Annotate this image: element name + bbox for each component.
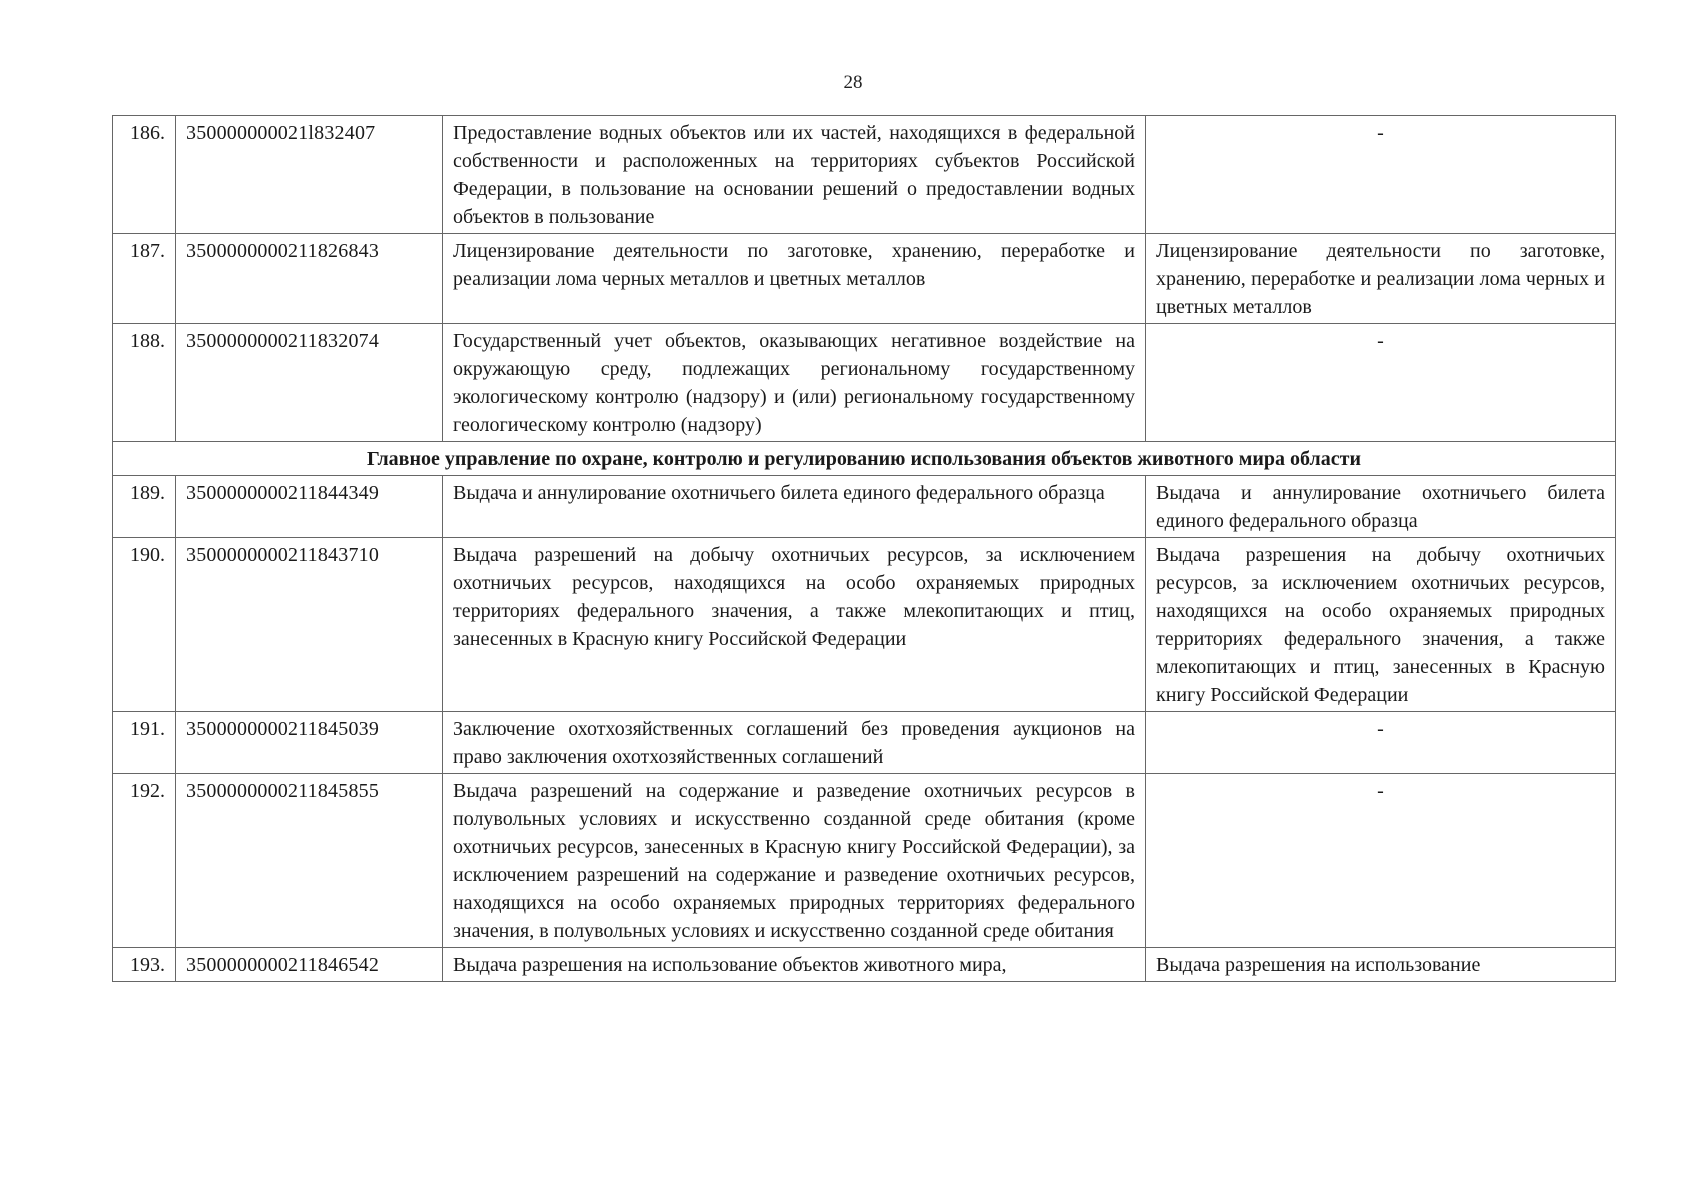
row-number: 187. <box>113 234 176 324</box>
table-row <box>113 324 1616 442</box>
service-code: 3500000000211843710 <box>176 538 443 712</box>
service-code: 3500000000211845039 <box>176 712 443 774</box>
subservice-name: - <box>1146 774 1616 948</box>
service-code: 3500000000211826843 <box>176 234 443 324</box>
service-name: Предоставление водных объектов или их частей, находящихся в федеральной собственности и расположенных на территориях субъектов Российской Федерации, в пользование на основании решений о предоставлении водных объектов в пользование <box>443 116 1146 234</box>
row-number: 192. <box>113 774 176 948</box>
service-code: 3500000000211845855 <box>176 774 443 948</box>
table-row <box>113 948 1616 982</box>
service-code: 3500000000211846542 <box>176 948 443 982</box>
services-table <box>112 115 1616 982</box>
service-name: Заключение охотхозяйственных соглашений без проведения аукционов на право заключения охотхозяйственных соглашений <box>443 712 1146 774</box>
subservice-name: - <box>1146 116 1616 234</box>
row-number: 190. <box>113 538 176 712</box>
table-row <box>113 116 1616 234</box>
table-row <box>113 234 1616 324</box>
subservice-name: Выдача разрешения на добычу охотничьих ресурсов, за исключением охотничьих ресурсов, находящихся на особо охраняемых природных территориях федерального значения, а также млекопитающих и птиц, занесенных в Красную книгу Российской Федерации <box>1146 538 1616 712</box>
row-number: 191. <box>113 712 176 774</box>
service-name: Выдача и аннулирование охотничьего билета единого федерального образца <box>443 476 1146 538</box>
service-name: Лицензирование деятельности по заготовке, хранению, переработке и реализации лома черных металлов и цветных металлов <box>443 234 1146 324</box>
subservice-name: Выдача разрешения на использование <box>1146 948 1616 982</box>
subservice-name: - <box>1146 712 1616 774</box>
section-header: Главное управление по охране, контролю и регулированию использования объектов животного мира области <box>113 442 1616 476</box>
subservice-name: - <box>1146 324 1616 442</box>
row-number: 193. <box>113 948 176 982</box>
service-name: Выдача разрешений на добычу охотничьих ресурсов, за исключением охотничьих ресурсов, находящихся на особо охраняемых природных территориях федерального значения, а также млекопитающих и птиц, занесенных в Красную книгу Российской Федерации <box>443 538 1146 712</box>
service-name: Государственный учет объектов, оказывающих негативное воздействие на окружающую среду, подлежащих региональному государственному экологическому контролю (надзору) и (или) региональному государственному геологическому контролю (надзору) <box>443 324 1146 442</box>
section-header-row <box>113 442 1616 476</box>
subservice-name: Выдача и аннулирование охотничьего билета единого федерального образца <box>1146 476 1616 538</box>
table-row <box>113 476 1616 538</box>
service-code: 350000000021l832407 <box>176 116 443 234</box>
table-row <box>113 538 1616 712</box>
service-name: Выдача разрешений на содержание и разведение охотничьих ресурсов в полувольных условиях и искусственно созданной среде обитания (кроме охотничьих ресурсов, занесенных в Красную книгу Российской Федерации), за исключением разрешений на содержание и разведение охотничьих ресурсов, находящихся на особо охраняемых природных территориях федерального значения, в полувольных условиях и искусственно созданной среде обитания <box>443 774 1146 948</box>
service-name: Выдача разрешения на использование объектов животного мира, <box>443 948 1146 982</box>
service-code: 3500000000211832074 <box>176 324 443 442</box>
row-number: 189. <box>113 476 176 538</box>
subservice-name: Лицензирование деятельности по заготовке, хранению, переработке и реализации лома черных и цветных металлов <box>1146 234 1616 324</box>
table-row <box>113 774 1616 948</box>
service-code: 3500000000211844349 <box>176 476 443 538</box>
table-row <box>113 712 1616 774</box>
page-number: 28 <box>843 72 863 93</box>
row-number: 188. <box>113 324 176 442</box>
row-number: 186. <box>113 116 176 234</box>
